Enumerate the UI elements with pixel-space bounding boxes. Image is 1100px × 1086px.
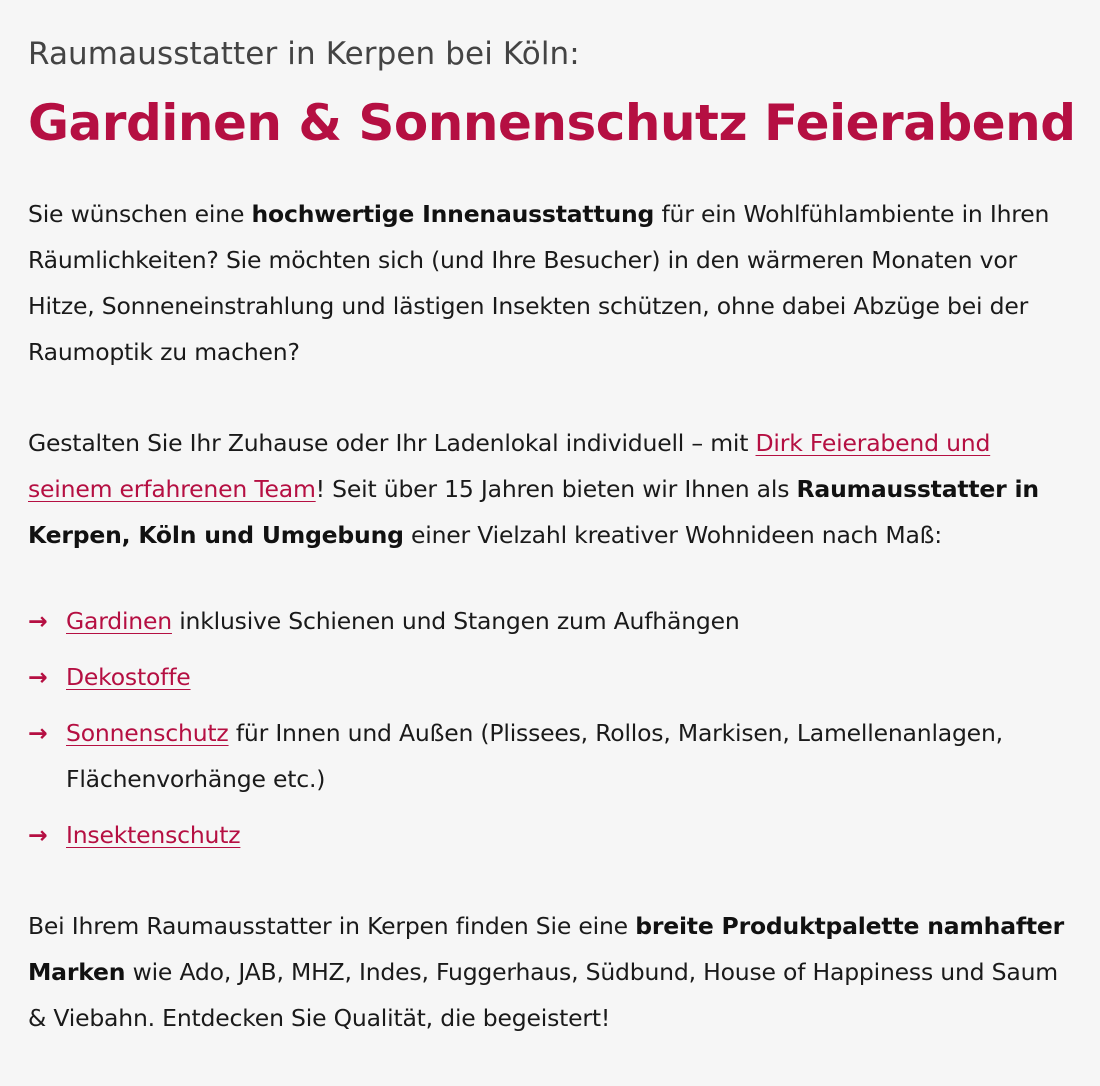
about-text-1: Gestalten Sie Ihr Zuhause oder Ihr Ladenlokal individuell – mit	[28, 429, 756, 457]
link-gardinen[interactable]: Gardinen	[66, 607, 172, 635]
brands-bold: breite Produktpalette namhafter Marken	[28, 912, 1065, 986]
link-dekostoffe[interactable]: Dekostoffe	[66, 663, 191, 691]
link-insektenschutz[interactable]: Insektenschutz	[66, 821, 241, 849]
intro-text-1: Sie wünschen eine	[28, 200, 252, 228]
intro-text-2: für ein Wohlfühlambiente in Ihren Räumlichkeiten? Sie möchten sich (und Ihre Besucher) in den wärmeren Monaten vor Hitze, Sonneneinstrahlung und lästigen Insekten schützen, ohne dabei Abzüge bei der Raumoptik zu machen?	[28, 200, 1050, 366]
arrow-right-icon: →	[28, 719, 48, 747]
list-item	[28, 710, 1070, 802]
arrow-right-icon: →	[28, 821, 48, 849]
arrow-right-icon: →	[28, 607, 48, 635]
about-paragraph	[28, 420, 1070, 558]
list-item	[28, 812, 1070, 858]
brands-text-1: Bei Ihrem Raumausstatter in Kerpen finden Sie eine	[28, 912, 636, 940]
list-item	[28, 654, 1070, 700]
page-kicker: Raumausstatter in Kerpen bei Köln:	[28, 36, 580, 72]
about-text-2: ! Seit über 15 Jahren bieten wir Ihnen als	[315, 475, 797, 503]
intro-bold: hochwertige Innenausstattung	[251, 200, 655, 228]
about-text-3: einer Vielzahl kreativer Wohnideen nach Maß:	[403, 521, 942, 549]
intro-paragraph	[28, 191, 1070, 375]
page-title: Gardinen & Sonnenschutz Feierabend	[28, 94, 1076, 152]
brands-paragraph	[28, 903, 1070, 1041]
body-text	[28, 191, 1070, 1041]
feature-list	[28, 598, 1070, 858]
team-link[interactable]: Dirk Feierabend und seinem erfahrenen Team	[28, 429, 991, 503]
list-item-text: inklusive Schienen und Stangen zum Aufhängen	[171, 607, 740, 635]
brands-text-2: wie Ado, JAB, MHZ, Indes, Fuggerhaus, Südbund, House of Happiness und Saum & Viebahn. Entdecken Sie Qualität, die begeistert!	[28, 958, 1058, 1032]
arrow-right-icon: →	[28, 663, 48, 691]
link-sonnenschutz[interactable]: Sonnenschutz	[66, 719, 229, 747]
list-item-text: für Innen und Außen (Plissees, Rollos, Markisen, Lamellenanlagen, Flächenvorhänge etc.)	[66, 719, 1003, 793]
about-bold: Raumausstatter in Kerpen, Köln und Umgebung	[28, 475, 1039, 549]
list-item	[28, 598, 1070, 644]
